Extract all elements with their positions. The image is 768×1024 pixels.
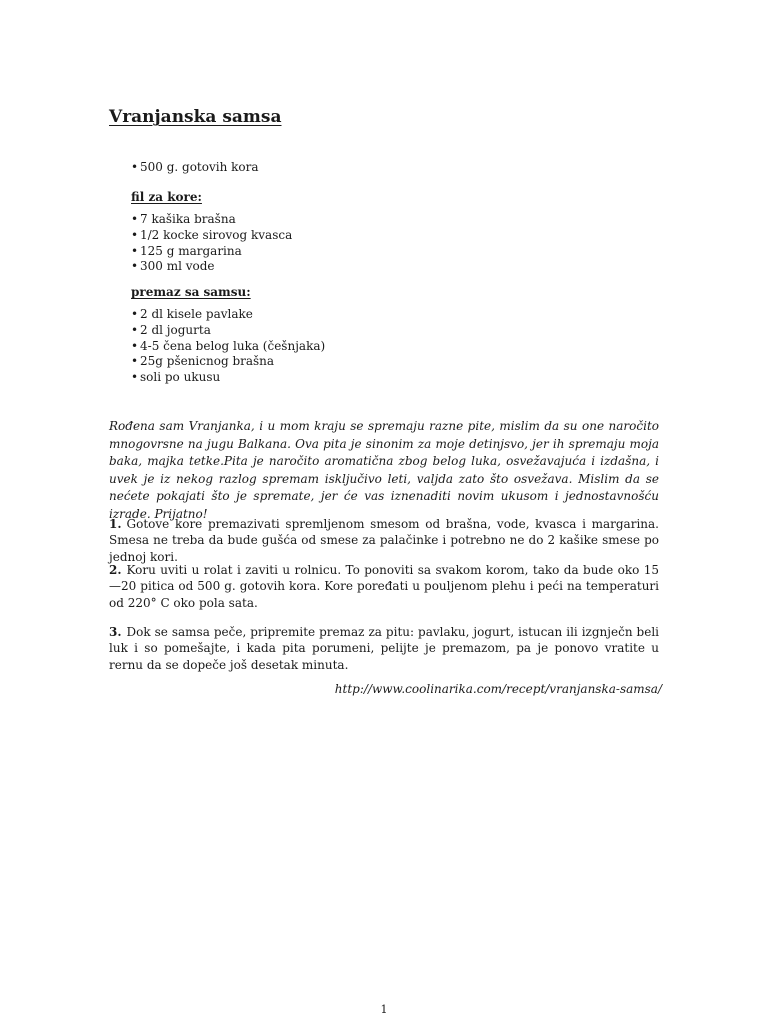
step-text: Dok se samsa peče, pripremite premaz za pitu: pavlaku, jogurt, istucan ili izgnječn beli luk i so pomešajte, i kada pita porumeni, pelijte je premazom, pa je ponovo vratite u rernu da se dopeče još desetak minuta. (109, 625, 659, 672)
list-item: • 2 dl jogurta (131, 323, 325, 339)
step-2 (109, 562, 659, 611)
step-1 (109, 516, 659, 565)
filling-list (131, 212, 292, 275)
page-number: 1 (380, 1003, 388, 1016)
list-item: • 500 g. gotovih kora (131, 160, 259, 176)
step-text: Koru uviti u rolat i zaviti u rolnicu. To ponoviti sa svakom korom, tako da bude oko 15—20 pitica od 500 g. gotovih kora. Kore poređati u pouljenom plehu i peći na temperaturi od 220° C oko pola sata. (109, 563, 659, 610)
list-item: • 2 dl kisele pavlake (131, 307, 325, 323)
intro-paragraph: Rođena sam Vranjanka, i u mom kraju se spremaju razne pite, mislim da su one naročito mnogovrsne na jugu Balkana. Ova pita je sinonim za moje detinjsvo, jer ih spremaju moja baka, majka tetke.Pita je naročito aromatična zbog belog luka, osvežavajuća i izdašna, i uvek je iz nekog razlog spremam isključivo leti, valjda zato što osvežava. Mislim da se nećete pokajati što je spremate, jer će vas iznenaditi novim ukusom i jednostavnošću izrade. Prijatno! (109, 419, 659, 521)
step-number: 3. (109, 625, 122, 639)
step-number: 2. (109, 563, 122, 577)
step-number: 1. (109, 517, 122, 531)
topping-list (131, 307, 325, 386)
step-3 (109, 624, 659, 673)
list-item: • 1/2 kocke sirovog kvasca (131, 228, 292, 244)
recipe-title: Vranjanska samsa (109, 107, 282, 127)
list-item: • 125 g margarina (131, 244, 292, 260)
list-item: • 25g pšenicnog brašna (131, 354, 325, 370)
list-item: • 300 ml vode (131, 259, 292, 275)
filling-ingredients (131, 212, 292, 275)
list-item: • 4-5 čena belog luka (češnjaka) (131, 339, 325, 355)
list-item: • 7 kašika brašna (131, 212, 292, 228)
source-link[interactable]: http://www.coolinarika.com/recept/vranjanska-samsa/ (334, 682, 662, 696)
list-item: • soli po ukusu (131, 370, 325, 386)
step-text: Gotove kore premazivati spremljenom smesom od brašna, vode, kvasca i margarina. Smesa ne treba da bude gušća od smese za palačinke i potrebno ne do 2 kašike smese po jednoj kori. (109, 517, 659, 564)
topping-heading: premaz sa samsu: (131, 285, 251, 299)
filling-heading: fil za kore: (131, 190, 202, 204)
main-ingredients (131, 160, 259, 176)
main-ingredients-list (131, 160, 259, 176)
topping-ingredients (131, 307, 325, 386)
